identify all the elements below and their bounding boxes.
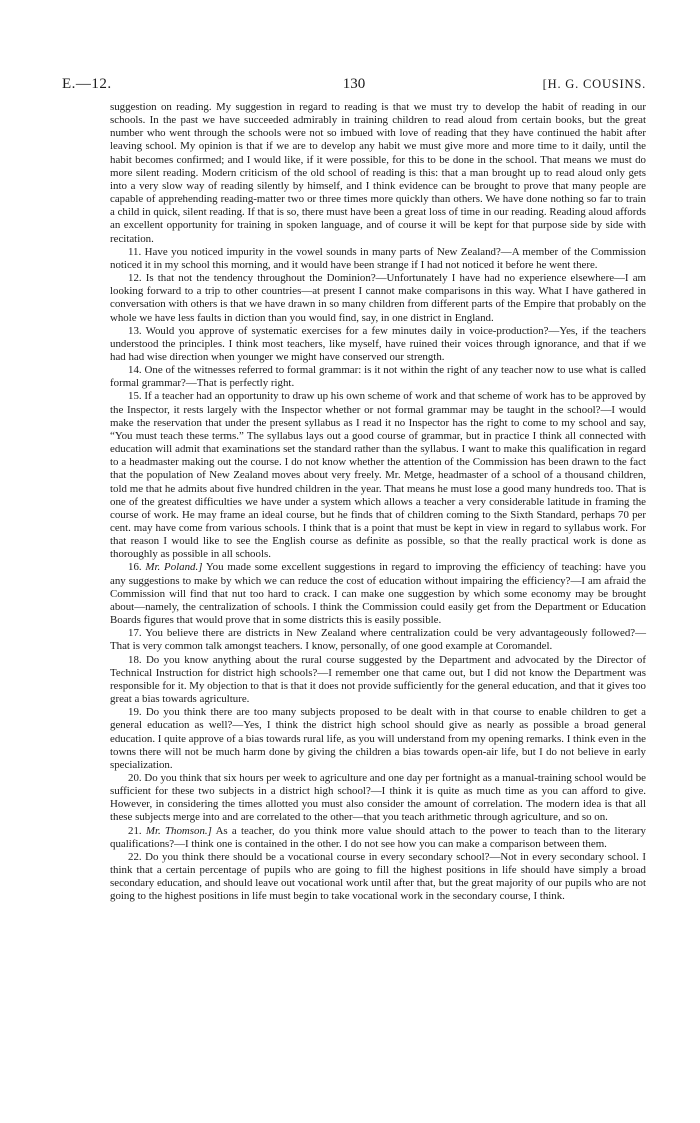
question-19: 19. Do you think there are too many subjects proposed to be dealt with in that course to enable children to get a general education as well?—Yes, I think the district high school should give as nearly as possible a broad general education. I quite approve of a bias towards rural life, as you will understand from my opening remarks. I think even in the towns there will not be much harm done by giving the children a bias towards open-air life, but I do not believe in early specialization.: [110, 706, 646, 771]
question-17: 17. You believe there are districts in New Zealand where centralization could be very advantageously followed?—That is very common talk amongst teachers. I know, personally, of one good example at Coromandel.: [110, 627, 646, 653]
question-21: [110, 825, 646, 851]
question-16: [110, 561, 646, 627]
speaker-name: Mr. Thomson.]: [145, 824, 212, 837]
question-22: 22. Do you think there should be a vocational course in every secondary school?—Not in every secondary school. I think that a certain percentage of pupils who are going to fill the highest positions in life should have simply a broad secondary education, and should leave out vocational work until after that, but the great majority of our pupils who are not going to the highest positions in life must begin to take vocational work in the secondary course, I think.: [110, 850, 646, 903]
question-14: 14. One of the witnesses referred to formal grammar: is it not within the right of any teacher now to use what is called formal grammar?—That is perfectly right.: [110, 364, 646, 390]
report-code: E.—12.: [62, 76, 112, 92]
question-number: 16.: [128, 561, 142, 574]
question-13: 13. Would you approve of systematic exercises for a few minutes daily in voice-production?—Yes, if the teachers understood the principles. I think most teachers, like myself, have ruined their voices through ignorance, and that if we had had wise direction when younger we might have conserved our strength.: [110, 324, 646, 363]
question-text: You made some excellent suggestions in regard to improving the efficiency of teaching: have you any suggestions to make by which we can reduce the cost of education without impairing the efficiency?—I am afraid the Commission will find that nut too hard to crack. I can make one suggestion by which some economy may be brought about—namely, the centralization of schools. I think the Commission could easily get from the Department or Education Boards figures that would prove that in some districts this is easily possible.: [110, 561, 646, 627]
speaker-name: Mr. Poland.]: [145, 561, 203, 574]
page-number: 130: [342, 76, 366, 92]
question-11: 11. Have you noticed impurity in the vowel sounds in many parts of New Zealand?—A member of the Commission noticed it in my school this morning, and it would have been strange if I had not noticed it before he went there.: [110, 245, 646, 271]
page-header: [62, 74, 646, 94]
witness-name: [H. G. COUSINS.: [542, 77, 646, 91]
question-15: 15. If a teacher had an opportunity to draw up his own scheme of work and that scheme of work has to be approved by the Inspector, it rests largely with the Inspector whether or not formal grammar may be taught in the school?—I would make the reservation that under the present syllabus as I read it no Inspector has the right to come to my school and say, “You must teach these terms.” The syllabus lays out a good course of grammar, but in practice I think all connected with education will admit that examinations set the standard rather than the syllabus. I want to make this qualification in regard to a headmaster making out the course. I do not know whether the attention of the Commission has been drawn to the fact that the population of New Zealand moves about very freely. Mr. Metge, headmaster of a school of a thousand children, told me that he admits about five hundred children in the year. That means he must lose a good many hundreds too. That is one of the greatest difficulties we have under a system which allows a teacher a very considerable latitude in framing the course of work. He may frame an ideal course, but he finds that of children coming to the Sixth Standard, perhaps 70 per cent. may have come from various schools. I think that is a point that must be kept in view in regard to syllabus work. For that reason I would like to see the English course as definite as possible, so that the really practical work is done as thoroughly as possible in all schools.: [110, 390, 646, 561]
question-text: As a teacher, do you think more value should attach to the power to teach than to the literary qualifications?—I think one is contained in the other. I do not see how you can make a comparison between them.: [110, 824, 646, 850]
document-body: [110, 101, 646, 904]
question-18: 18. Do you know anything about the rural course suggested by the Department and advocated by the Director of Technical Instruction for district high schools?—I remember one that came out, but I did not know the Department was responsible for it. My objection to that is that it does not provide sufficiently for the general education, and that it gives too great a bias towards agriculture.: [110, 653, 646, 706]
paragraph-continuation: suggestion on reading. My suggestion in regard to reading is that we must try to develop the habit of reading in our schools. In the past we have succeeded admirably in training children to read aloud from certain books, but the great number who went through the schools were not so imbued with love of reading that they have continued the habit after leaving school. My opinion is that if we are to develop any habit we must give more and more time to it daily, until the habit becomes confirmed; and I would like, if it were possible, for this to be done in the school. That means we must do more silent reading. Modern criticism of the old school of reading is this: that a man brought up to read aloud only gets into a very slow way of reading silently by himself, and I think evidence can be brought to prove that many people are capable of apprehending reading-matter two or three times more quickly than others. We have done nothing so far to train a child in quick, silent reading. If that is so, there must have been a great loss of time in our reading. Reading aloud affords an excellent opportunity for training in spoken language, and of course it will be kept for that purpose side by side with recitation.: [110, 101, 646, 245]
question-20: 20. Do you think that six hours per week to agriculture and one day per fortnight as a manual-training school would be sufficient for these two subjects in a district high school?—I think it is quite as much time as you can afford to give. However, in considering the times allotted you must also consider the amount of correlation. The modern idea is that all these subjects merge into and are correlated to the other—that you teach arithmetic through agriculture, and so on.: [110, 771, 646, 824]
question-12: 12. Is that not the tendency throughout the Dominion?—Unfortunately I have had no experience elsewhere—I am looking forward to a trip to other countries—at present I cannot make comparisons in this way. What I have gathered in conversation with others is that we have drawn in so many children from different parts of the Empire that probably on the whole we have less faults in diction than you would find, say, in one district in England.: [110, 272, 646, 324]
question-number: 21.: [128, 824, 142, 837]
